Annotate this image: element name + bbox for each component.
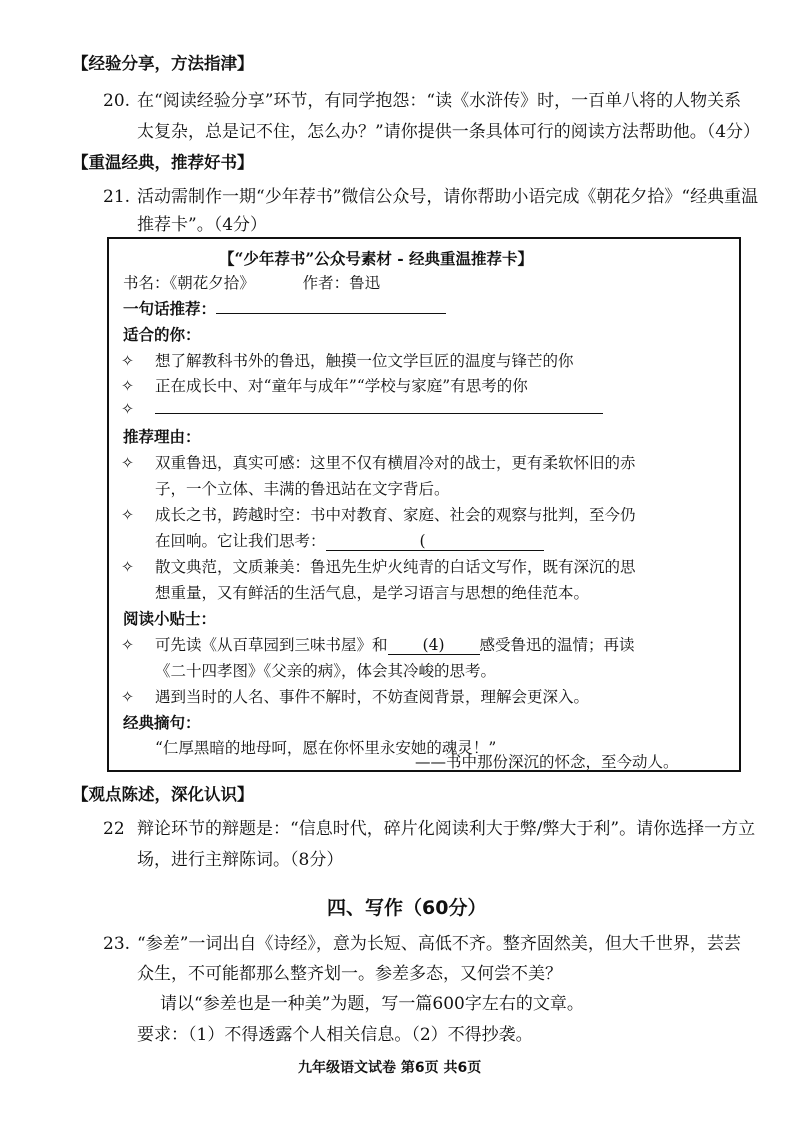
section-heading-classics: 【重温经典，推荐好书】	[72, 153, 254, 172]
card-quote-note: ——书中那份深沉的怀念，至今动人。	[415, 753, 679, 771]
part-4-title: 四、写作（60分）	[327, 897, 487, 919]
reason-2-line2-row	[155, 529, 544, 551]
card-suitable-label: 适合的你：	[123, 325, 201, 344]
diamond-bullet-icon: ✧	[121, 352, 134, 370]
question-22-number: 22	[103, 819, 125, 839]
one-line-answer-blank[interactable]	[216, 299, 446, 314]
section-heading-experience: 【经验分享，方法指津】	[72, 54, 254, 73]
question-20-line1: 在“阅读经验分享”环节，有同学抱怨：“读《水浒传》时，一百单八将的人物关系	[137, 91, 742, 111]
card-book-row	[123, 271, 380, 293]
suit-item-2-text: 正在成长中、对“童年与成年”“学校与家庭”有思考的你	[155, 377, 528, 395]
reason-1-line1: 双重鲁迅，真实可感：这里不仅有横眉冷对的战士，更有柔软怀旧的赤	[155, 454, 636, 472]
reason-2-answer-blank[interactable]	[326, 532, 544, 551]
suit-item-3-answer-blank[interactable]	[155, 399, 603, 414]
reason-2	[121, 503, 636, 525]
diamond-bullet-icon: ✧	[121, 454, 134, 472]
question-21	[103, 182, 758, 207]
card-tips-label: 阅读小贴士：	[123, 609, 217, 628]
tip-1-blank-number: (4)	[422, 636, 445, 654]
card-quote: “仁厚黑暗的地母呵，愿在你怀里永安她的魂灵！”	[155, 739, 497, 757]
card-book-name: 书名：《朝花夕拾》	[123, 274, 255, 292]
reason-1-line2: 子，一个立体、丰满的鲁迅站在文字背后。	[155, 480, 450, 498]
diamond-bullet-icon: ✧	[121, 377, 134, 395]
card-reasons-label: 推荐理由：	[123, 427, 201, 446]
reason-3-line2: 想重量，又有鲜活的生活气息，是学习语言与思想的绝佳范本。	[155, 584, 590, 602]
tip-1-line1b: 感受鲁迅的温情；再读	[479, 636, 635, 654]
card-quote-label: 经典摘句：	[123, 713, 201, 732]
question-21-line2: 推荐卡”。（4分）	[137, 215, 268, 235]
diamond-bullet-icon: ✧	[121, 506, 134, 524]
tip-2	[121, 685, 589, 707]
question-23-line1: “参差”一词出自《诗经》，意为长短、高低不齐。整齐固然美，但大千世界，芸芸	[137, 934, 741, 954]
question-23-line3: 请以“参差也是一种美”为题，写一篇600字左右的文章。	[160, 994, 584, 1014]
question-22-line1: 辩论环节的辩题是：“信息时代，碎片化阅读利大于弊/弊大于利”。请你选择一方立	[137, 819, 756, 839]
tip-1-line2: 《二十四孝图》《父亲的病》，体会其冷峻的思考。	[155, 662, 497, 680]
question-23-line2: 众生，不可能都那么整齐划一。参差多态，又何尝不美？	[137, 964, 562, 984]
question-20-number: 20.	[103, 91, 131, 111]
reason-2-line2: 在回响。它让我们思考：	[155, 532, 326, 550]
card-header: 【“少年荐书”公众号素材 - 经典重温推荐卡】	[219, 249, 534, 268]
question-23-line4: 要求：（1）不得透露个人相关信息。（2）不得抄袭。	[137, 1025, 533, 1045]
reason-2-line1: 成长之书，跨越时空：书中对教育、家庭、社会的观察与批判，至今仍	[155, 506, 636, 524]
page-footer: 九年级语文试卷 第6页 共6页	[298, 1060, 482, 1076]
card-one-line-label: 一句话推荐：	[123, 299, 217, 318]
question-21-line1: 活动需制作一期“少年荐书”微信公众号，请你帮助小语完成《朝花夕拾》“经典重温	[137, 187, 759, 207]
card-author: 作者：鲁迅	[302, 274, 381, 292]
question-23-number: 23.	[103, 934, 131, 954]
diamond-bullet-icon: ✧	[121, 688, 134, 706]
diamond-bullet-icon: ✧	[121, 558, 134, 576]
diamond-bullet-icon: ✧	[121, 400, 134, 418]
reason-1	[121, 451, 636, 473]
reason-3	[121, 555, 636, 577]
tip-1-answer-blank[interactable]	[388, 636, 480, 655]
tip-1-line1a: 可先读《从百草园到三味书屋》和	[155, 636, 388, 654]
reason-3-line1: 散文典范，文质兼美：鲁迅先生炉火纯青的白话文写作，既有深沉的思	[155, 558, 636, 576]
suit-item-2	[121, 374, 528, 396]
suit-item-1	[121, 349, 574, 371]
question-22-line2: 场，进行主辩陈词。（8分）	[137, 850, 344, 870]
reason-2-paren: (	[419, 532, 426, 550]
card-one-line-row	[123, 297, 446, 319]
question-22	[103, 814, 755, 839]
recommendation-card	[107, 237, 741, 772]
tip-1	[121, 633, 635, 655]
question-23	[103, 929, 741, 954]
suit-item-3	[121, 399, 603, 418]
diamond-bullet-icon: ✧	[121, 636, 134, 654]
tip-2-text: 遇到当时的人名、事件不解时，不妨查阅背景，理解会更深入。	[155, 688, 590, 706]
section-heading-viewpoints: 【观点陈述，深化认识】	[72, 785, 254, 804]
question-21-number: 21.	[103, 187, 131, 207]
suit-item-1-text: 想了解教科书外的鲁迅，触摸一位文学巨匠的温度与锋芒的你	[155, 352, 574, 370]
question-20-line2: 太复杂，总是记不住，怎么办？”请你提供一条具体可行的阅读方法帮助他。（4分）	[137, 122, 761, 142]
question-20	[103, 86, 741, 111]
